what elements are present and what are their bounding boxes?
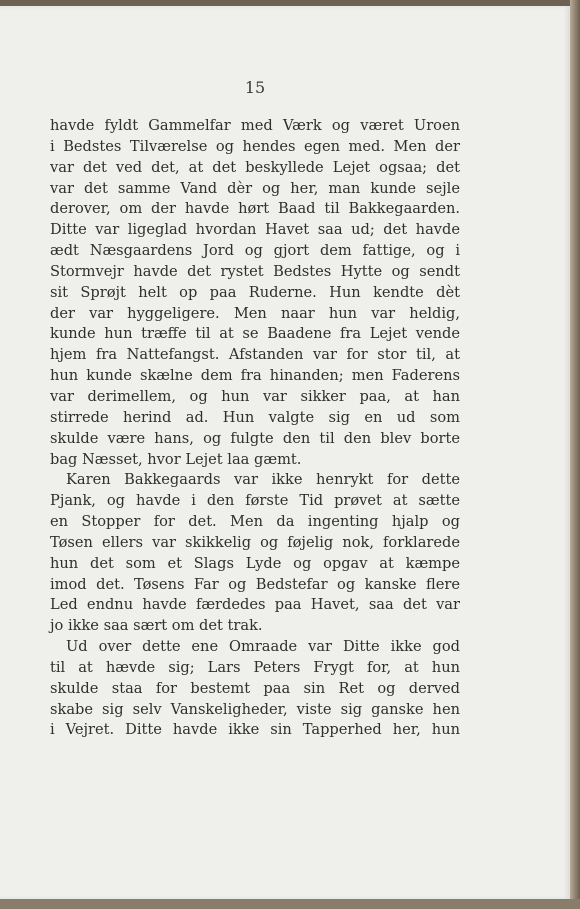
text-line: skulde være hans, og fulgte den til den blev borte bbox=[50, 429, 460, 447]
text-line: kunde hun træffe til at se Baadene fra Lejet vende bbox=[50, 325, 460, 343]
text-line: jo ikke saa sært om det trak. bbox=[50, 617, 263, 635]
text-line: hun kunde skælne dem fra hinanden; men Faderens bbox=[50, 367, 460, 385]
text-line: sit Sprøjt helt op paa Ruderne. Hun kendte dèt bbox=[50, 283, 460, 301]
text-line: Tøsen ellers var skikkelig og føjelig nok, forklarede bbox=[50, 533, 460, 551]
page-bottom-edge bbox=[0, 899, 580, 909]
text-line: Led endnu havde færdedes paa Havet, saa det var bbox=[50, 596, 460, 614]
text-line: Ud over dette ene Omraade var Ditte ikke god bbox=[66, 638, 460, 656]
page-number: 15 bbox=[244, 78, 266, 97]
text-line: der var hyggeligere. Men naar hun var heldig, bbox=[50, 304, 460, 322]
text-line: derover, om der havde hørt Baad til Bakkegaarden. bbox=[50, 200, 460, 218]
page-right-edge bbox=[570, 0, 580, 909]
text-line: var det samme Vand dèr og her, man kunde sejle bbox=[50, 179, 460, 197]
text-line: ædt Næsgaardens Jord og gjort dem fattige, og i bbox=[50, 242, 460, 260]
text-line: i Vejret. Ditte havde ikke sin Tapperhed her, hun bbox=[50, 721, 460, 739]
text-line: Stormvejr havde det rystet Bedstes Hytte og sendt bbox=[50, 262, 460, 280]
text-line: bag Næsset, hvor Lejet laa gæmt. bbox=[50, 450, 302, 468]
text-line: hjem fra Nattefangst. Afstanden var for stor til, at bbox=[50, 346, 460, 364]
text-line: Karen Bakkegaards var ikke henrykt for dette bbox=[66, 471, 460, 489]
text-line: en Stopper for det. Men da ingenting hjalp og bbox=[50, 513, 460, 531]
text-line: Pjank, og havde i den første Tid prøvet at sætte bbox=[50, 492, 460, 510]
text-line: i Bedstes Tilværelse og hendes egen med. Men der bbox=[50, 137, 460, 155]
text-line: var det ved det, at det beskyllede Lejet ogsaa; det bbox=[50, 158, 460, 176]
text-line: stirrede herind ad. Hun valgte sig en ud som bbox=[50, 408, 460, 426]
text-line: hun det som et Slags Lyde og opgav at kæmpe bbox=[50, 554, 460, 572]
text-line: Ditte var ligeglad hvordan Havet saa ud; det havde bbox=[50, 221, 460, 239]
book-page bbox=[0, 6, 570, 899]
text-line: skulde staa for bestemt paa sin Ret og derved bbox=[50, 679, 460, 697]
text-line: var derimellem, og hun var sikker paa, at han bbox=[50, 387, 460, 405]
text-line: imod det. Tøsens Far og Bedstefar og kanske flere bbox=[50, 575, 460, 593]
text-line: havde fyldt Gammelfar med Værk og været Uroen bbox=[50, 117, 460, 134]
body-text bbox=[50, 116, 460, 741]
text-line: skabe sig selv Vanskeligheder, viste sig ganske hen bbox=[50, 700, 460, 718]
text-line: til at hævde sig; Lars Peters Frygt for, at hun bbox=[50, 658, 460, 676]
